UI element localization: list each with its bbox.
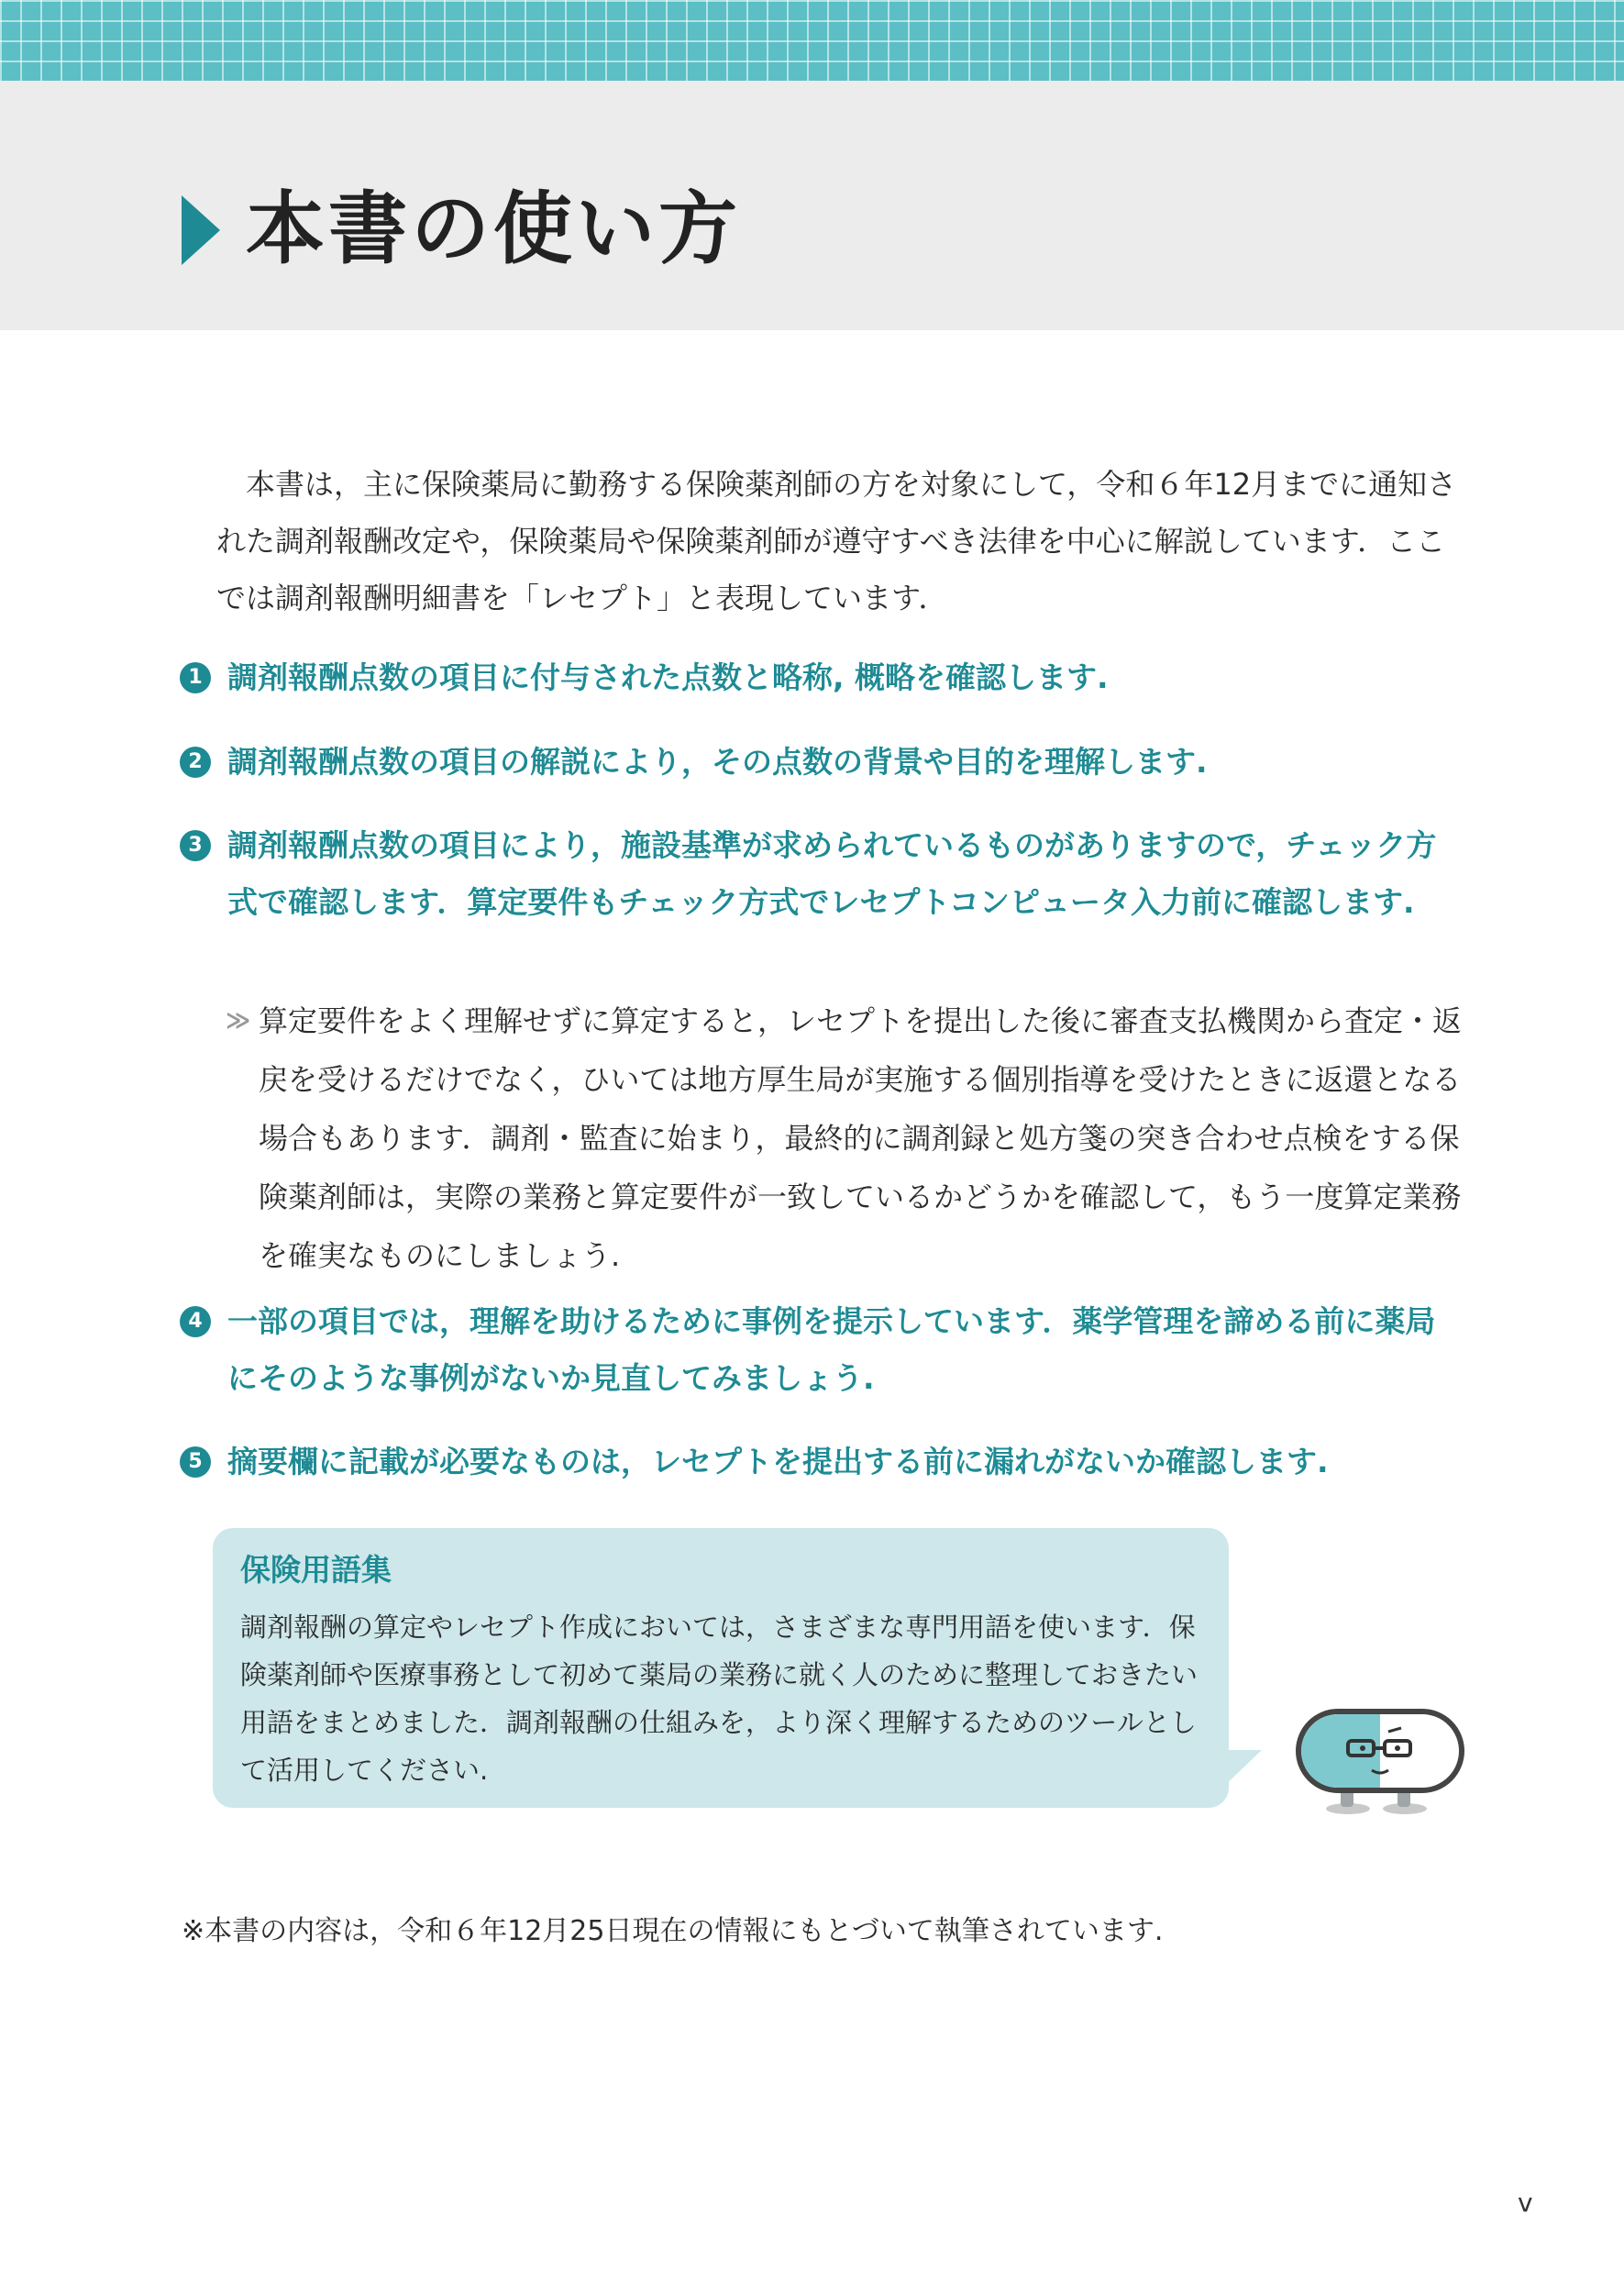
list-item-text: 調剤報酬点数の項目の解説により，その点数の背景や目的を理解します. (227, 744, 1208, 780)
list-item-text: 調剤報酬点数の項目により，施設基準が求められているものがありますので，チェック方式で確認します．算定要件もチェック方式でレセプトコンピュータ入力前に確認します. (227, 827, 1437, 920)
list-item-4 (180, 1293, 1464, 1407)
number-4-icon: 4 (180, 1306, 211, 1337)
list-item-1 (180, 649, 1464, 706)
number-5-icon: 5 (180, 1446, 211, 1478)
list-item-5 (180, 1434, 1464, 1490)
list-item-2 (180, 734, 1464, 791)
note-block (226, 991, 1464, 1285)
list-item-text: 調剤報酬点数の項目に付与された点数と略称, 概略を確認します. (227, 659, 1109, 695)
list-item-text: 摘要欄に記載が必要なものは，レセプトを提出する前に漏れがないか確認します. (227, 1444, 1329, 1479)
page-title: 本書の使い方 (246, 183, 741, 275)
glossary-body: 調剤報酬の算定やレセプト作成においては，さまざまな専門用語を使います．保険薬剤師や医療事務として初めて薬局の業務に就く人のために整理しておきたい用語をまとめました．調剤報酬の仕組みを，より深く理解するためのツールとして活用してください. (240, 1612, 1199, 1786)
title-band (0, 81, 1624, 330)
list-item-3 (180, 817, 1464, 931)
list-item-text: 一部の項目では，理解を助けるために事例を提示しています．薬学管理を諦める前に薬局にそのような事例がないか見直してみましょう. (227, 1303, 1436, 1396)
capsule-mascot-icon (1293, 1702, 1467, 1816)
glossary-box (213, 1528, 1229, 1808)
number-3-icon: 3 (180, 830, 211, 861)
double-chevron-icon: ≫ (226, 1007, 251, 1035)
note-text: 算定要件をよく理解せずに算定すると，レセプトを提出した後に審査支払機関から査定・返戻を受けるだけでなく，ひいては地方厚生局が実施する個別指導を受けたときに返還となる場合もあります．調剤・監査に始まり，最終的に調剤録と処方箋の突き合わせ点検をする保険薬剤師は，実際の業務と算定要件が一致しているかどうかを確認して，もう一度算定業務を確実なものにしましょう. (259, 1003, 1463, 1273)
footnote: ※本書の内容は，令和６年12月25日現在の情報にもとづいて執筆されています. (182, 1915, 1164, 1947)
intro-paragraph: 本書は，主に保険薬局に勤務する保険薬剤師の方を対象にして，令和６年12月までに通知された調剤報酬改定や，保険薬局や保険薬剤師が遵守すべき法律を中心に解説しています．ここでは調剤報酬明細書を「レセプト」と表現しています． (216, 467, 1457, 615)
number-1-icon: 1 (180, 662, 211, 693)
header-grid-band (0, 0, 1624, 81)
number-2-icon: 2 (180, 747, 211, 778)
glossary-title: 保険用語集 (240, 1552, 392, 1588)
page-number: v (1518, 2188, 1533, 2218)
triangle-arrow-icon (182, 195, 220, 265)
